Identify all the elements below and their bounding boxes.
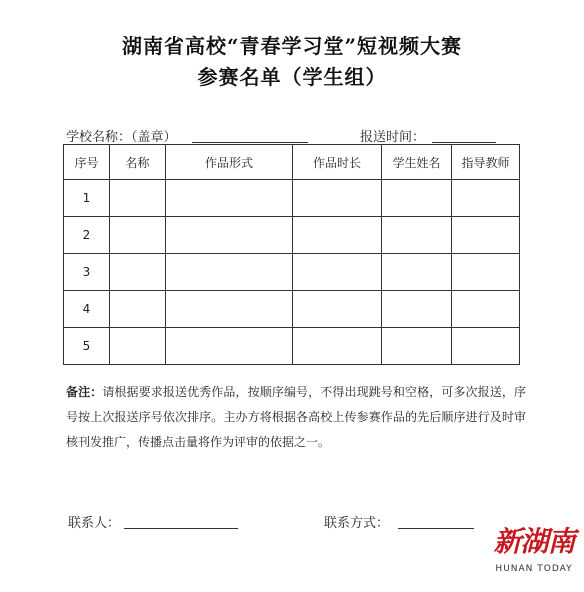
contact-row	[68, 512, 488, 532]
remarks-label: 备注：	[66, 385, 103, 399]
table-cell[interactable]	[382, 254, 452, 291]
table-row	[64, 254, 520, 291]
header-advisor: 指导教师	[452, 145, 520, 180]
table-row	[64, 291, 520, 328]
contact-person-label: 联系人：	[68, 516, 121, 531]
table-cell[interactable]	[452, 328, 520, 365]
table-row	[64, 217, 520, 254]
contact-method-field[interactable]	[398, 528, 474, 529]
row-number: 3	[64, 254, 110, 291]
logo-wordmark: 新湖南	[493, 525, 575, 558]
table-cell[interactable]	[452, 217, 520, 254]
table-cell[interactable]	[293, 328, 382, 365]
document-subtitle: 参赛名单（学生组）	[197, 65, 387, 89]
row-number: 4	[64, 291, 110, 328]
table-cell[interactable]	[110, 254, 166, 291]
header-number: 序号	[64, 145, 110, 180]
header-name: 名称	[110, 145, 166, 180]
table-cell[interactable]	[382, 217, 452, 254]
table-cell[interactable]	[110, 328, 166, 365]
row-number: 1	[64, 180, 110, 217]
submit-time-field[interactable]	[432, 142, 496, 143]
row-number: 2	[64, 217, 110, 254]
table-cell[interactable]	[293, 291, 382, 328]
remarks-text: 请根据要求报送优秀作品，按顺序编号，不得出现跳号和空格，可多次报送，序号按上次报送序号依次排序。主办方将根据各高校上传参赛作品的先后顺序进行及时审核刊发推广，传播点击量将作为评审的依据之一。	[66, 385, 526, 449]
table-cell[interactable]	[293, 180, 382, 217]
header-work-duration: 作品时长	[293, 145, 382, 180]
table-row	[64, 180, 520, 217]
contact-method-label: 联系方式：	[324, 516, 390, 531]
table-cell[interactable]	[382, 180, 452, 217]
header-student-name: 学生姓名	[382, 145, 452, 180]
table-cell[interactable]	[166, 217, 293, 254]
table-cell[interactable]	[452, 254, 520, 291]
table-cell[interactable]	[110, 217, 166, 254]
table-cell[interactable]	[382, 328, 452, 365]
table-cell[interactable]	[166, 291, 293, 328]
submit-time-label: 报送时间：	[360, 130, 426, 145]
table-row	[64, 328, 520, 365]
participant-table	[63, 144, 520, 365]
table-cell[interactable]	[452, 180, 520, 217]
hunan-today-logo	[488, 524, 580, 588]
table-cell[interactable]	[166, 328, 293, 365]
table-cell[interactable]	[452, 291, 520, 328]
table-header-row	[64, 145, 520, 180]
table-cell[interactable]	[110, 291, 166, 328]
remarks-paragraph	[66, 380, 526, 455]
logo-subtitle: HUNAN TODAY	[495, 564, 573, 574]
table-cell[interactable]	[166, 254, 293, 291]
contact-person-field[interactable]	[124, 528, 238, 529]
table-cell[interactable]	[293, 217, 382, 254]
school-name-label: 学校名称：（盖章）	[66, 130, 177, 145]
table-cell[interactable]	[293, 254, 382, 291]
table-cell[interactable]	[382, 291, 452, 328]
row-number: 5	[64, 328, 110, 365]
form-info-row	[66, 126, 526, 146]
header-work-format: 作品形式	[166, 145, 293, 180]
table-cell[interactable]	[166, 180, 293, 217]
table-cell[interactable]	[110, 180, 166, 217]
school-name-field[interactable]	[192, 142, 308, 143]
document-title: 湖南省高校“青春学习堂”短视频大赛	[121, 34, 462, 58]
